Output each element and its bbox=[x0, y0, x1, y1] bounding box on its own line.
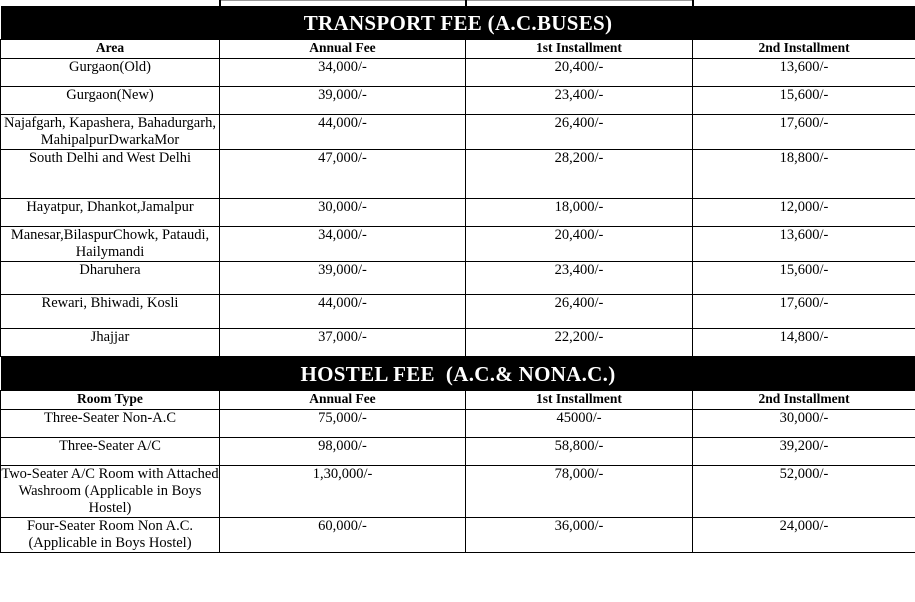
transport-area: Rewari, Bhiwadi, Kosli bbox=[1, 295, 220, 329]
transport-second-installment: 13,600/- bbox=[693, 59, 915, 87]
transport-annual-fee: 37,000/- bbox=[220, 329, 466, 357]
hostel-first-installment: 36,000/- bbox=[466, 518, 693, 553]
transport-area: South Delhi and West Delhi bbox=[1, 150, 220, 199]
transport-second-installment: 18,800/- bbox=[693, 150, 915, 199]
transport-fee-table bbox=[0, 6, 915, 357]
table-row bbox=[1, 59, 915, 87]
clipped-row-rule bbox=[219, 0, 693, 1]
transport-col-header-annual-fee: Annual Fee bbox=[220, 40, 466, 59]
hostel-second-installment: 52,000/- bbox=[693, 466, 915, 518]
hostel-first-installment: 78,000/- bbox=[466, 466, 693, 518]
table-row bbox=[1, 410, 915, 438]
clipped-top-row bbox=[0, 0, 915, 6]
transport-first-installment: 26,400/- bbox=[466, 115, 693, 150]
transport-area: Dharuhera bbox=[1, 262, 220, 295]
hostel-col-header-second-installment: 2nd Installment bbox=[693, 391, 915, 410]
transport-col-header-first-installment: 1st Installment bbox=[466, 40, 693, 59]
transport-first-installment: 23,400/- bbox=[466, 87, 693, 115]
hostel-room-type: Three-Seater A/C bbox=[1, 438, 220, 466]
transport-second-installment: 15,600/- bbox=[693, 262, 915, 295]
transport-second-installment: 17,600/- bbox=[693, 295, 915, 329]
column-divider-2 bbox=[465, 0, 467, 6]
transport-area: Jhajjar bbox=[1, 329, 220, 357]
table-row bbox=[1, 518, 915, 553]
transport-annual-fee: 30,000/- bbox=[220, 199, 466, 227]
table-row bbox=[1, 466, 915, 518]
hostel-header-row bbox=[1, 391, 915, 410]
transport-area: Najafgarh, Kapashera, Bahadurgarh, MahipalpurDwarkaMor bbox=[1, 115, 220, 150]
hostel-fee-banner-cell bbox=[1, 358, 915, 391]
transport-first-installment: 22,200/- bbox=[466, 329, 693, 357]
transport-annual-fee: 39,000/- bbox=[220, 87, 466, 115]
table-row bbox=[1, 115, 915, 150]
hostel-second-installment: 24,000/- bbox=[693, 518, 915, 553]
transport-first-installment: 20,400/- bbox=[466, 227, 693, 262]
transport-second-installment: 12,000/- bbox=[693, 199, 915, 227]
transport-second-installment: 13,600/- bbox=[693, 227, 915, 262]
transport-annual-fee: 34,000/- bbox=[220, 59, 466, 87]
table-row bbox=[1, 329, 915, 357]
transport-area: Gurgaon(Old) bbox=[1, 59, 220, 87]
hostel-second-installment: 30,000/- bbox=[693, 410, 915, 438]
transport-second-installment: 15,600/- bbox=[693, 87, 915, 115]
hostel-col-header-annual-fee: Annual Fee bbox=[220, 391, 466, 410]
hostel-annual-fee: 60,000/- bbox=[220, 518, 466, 553]
transport-annual-fee: 44,000/- bbox=[220, 115, 466, 150]
hostel-room-type: Two-Seater A/C Room with Attached Washroom (Applicable in Boys Hostel) bbox=[1, 466, 219, 516]
transport-first-installment: 28,200/- bbox=[466, 150, 693, 199]
transport-first-installment: 23,400/- bbox=[466, 262, 693, 295]
transport-first-installment: 20,400/- bbox=[466, 59, 693, 87]
transport-annual-fee: 44,000/- bbox=[220, 295, 466, 329]
column-divider-3 bbox=[692, 0, 694, 6]
transport-annual-fee: 39,000/- bbox=[220, 262, 466, 295]
transport-first-installment: 26,400/- bbox=[466, 295, 693, 329]
table-row bbox=[1, 295, 915, 329]
hostel-room-type: Four-Seater Room Non A.C. (Applicable in Boys Hostel) bbox=[1, 518, 220, 553]
table-row bbox=[1, 199, 915, 227]
column-divider-1 bbox=[219, 0, 221, 6]
table-row bbox=[1, 150, 915, 199]
transport-col-header-area: Area bbox=[1, 40, 220, 59]
hostel-fee-banner bbox=[1, 358, 915, 391]
hostel-first-installment: 45000/- bbox=[466, 410, 693, 438]
transport-header-row bbox=[1, 40, 915, 59]
transport-area: Gurgaon(New) bbox=[1, 87, 220, 115]
table-row bbox=[1, 227, 915, 262]
hostel-second-installment: 39,200/- bbox=[693, 438, 915, 466]
hostel-annual-fee: 98,000/- bbox=[220, 438, 466, 466]
hostel-fee-title: HOSTEL FEE (A.C.& NONA.C.) bbox=[300, 362, 616, 386]
hostel-room-type: Three-Seater Non-A.C bbox=[1, 410, 220, 438]
hostel-annual-fee: 75,000/- bbox=[220, 410, 466, 438]
transport-area: Hayatpur, Dhankot,Jamalpur bbox=[1, 199, 220, 227]
table-row bbox=[1, 262, 915, 295]
hostel-col-header-first-installment: 1st Installment bbox=[466, 391, 693, 410]
transport-col-header-second-installment: 2nd Installment bbox=[693, 40, 915, 59]
table-row bbox=[1, 87, 915, 115]
transport-fee-banner bbox=[1, 7, 915, 40]
hostel-first-installment: 58,800/- bbox=[466, 438, 693, 466]
transport-second-installment: 17,600/- bbox=[693, 115, 915, 150]
table-row bbox=[1, 438, 915, 466]
transport-annual-fee: 34,000/- bbox=[220, 227, 466, 262]
hostel-col-header-room-type: Room Type bbox=[1, 391, 220, 410]
transport-first-installment: 18,000/- bbox=[466, 199, 693, 227]
hostel-fee-table bbox=[0, 357, 915, 553]
hostel-annual-fee: 1,30,000/- bbox=[220, 466, 466, 518]
transport-fee-title: TRANSPORT FEE (A.C.BUSES) bbox=[303, 11, 613, 35]
transport-area: Manesar,BilaspurChowk, Pataudi, Hailymandi bbox=[1, 227, 220, 262]
transport-fee-banner-cell bbox=[1, 7, 915, 40]
transport-annual-fee: 47,000/- bbox=[220, 150, 466, 199]
transport-second-installment: 14,800/- bbox=[693, 329, 915, 357]
